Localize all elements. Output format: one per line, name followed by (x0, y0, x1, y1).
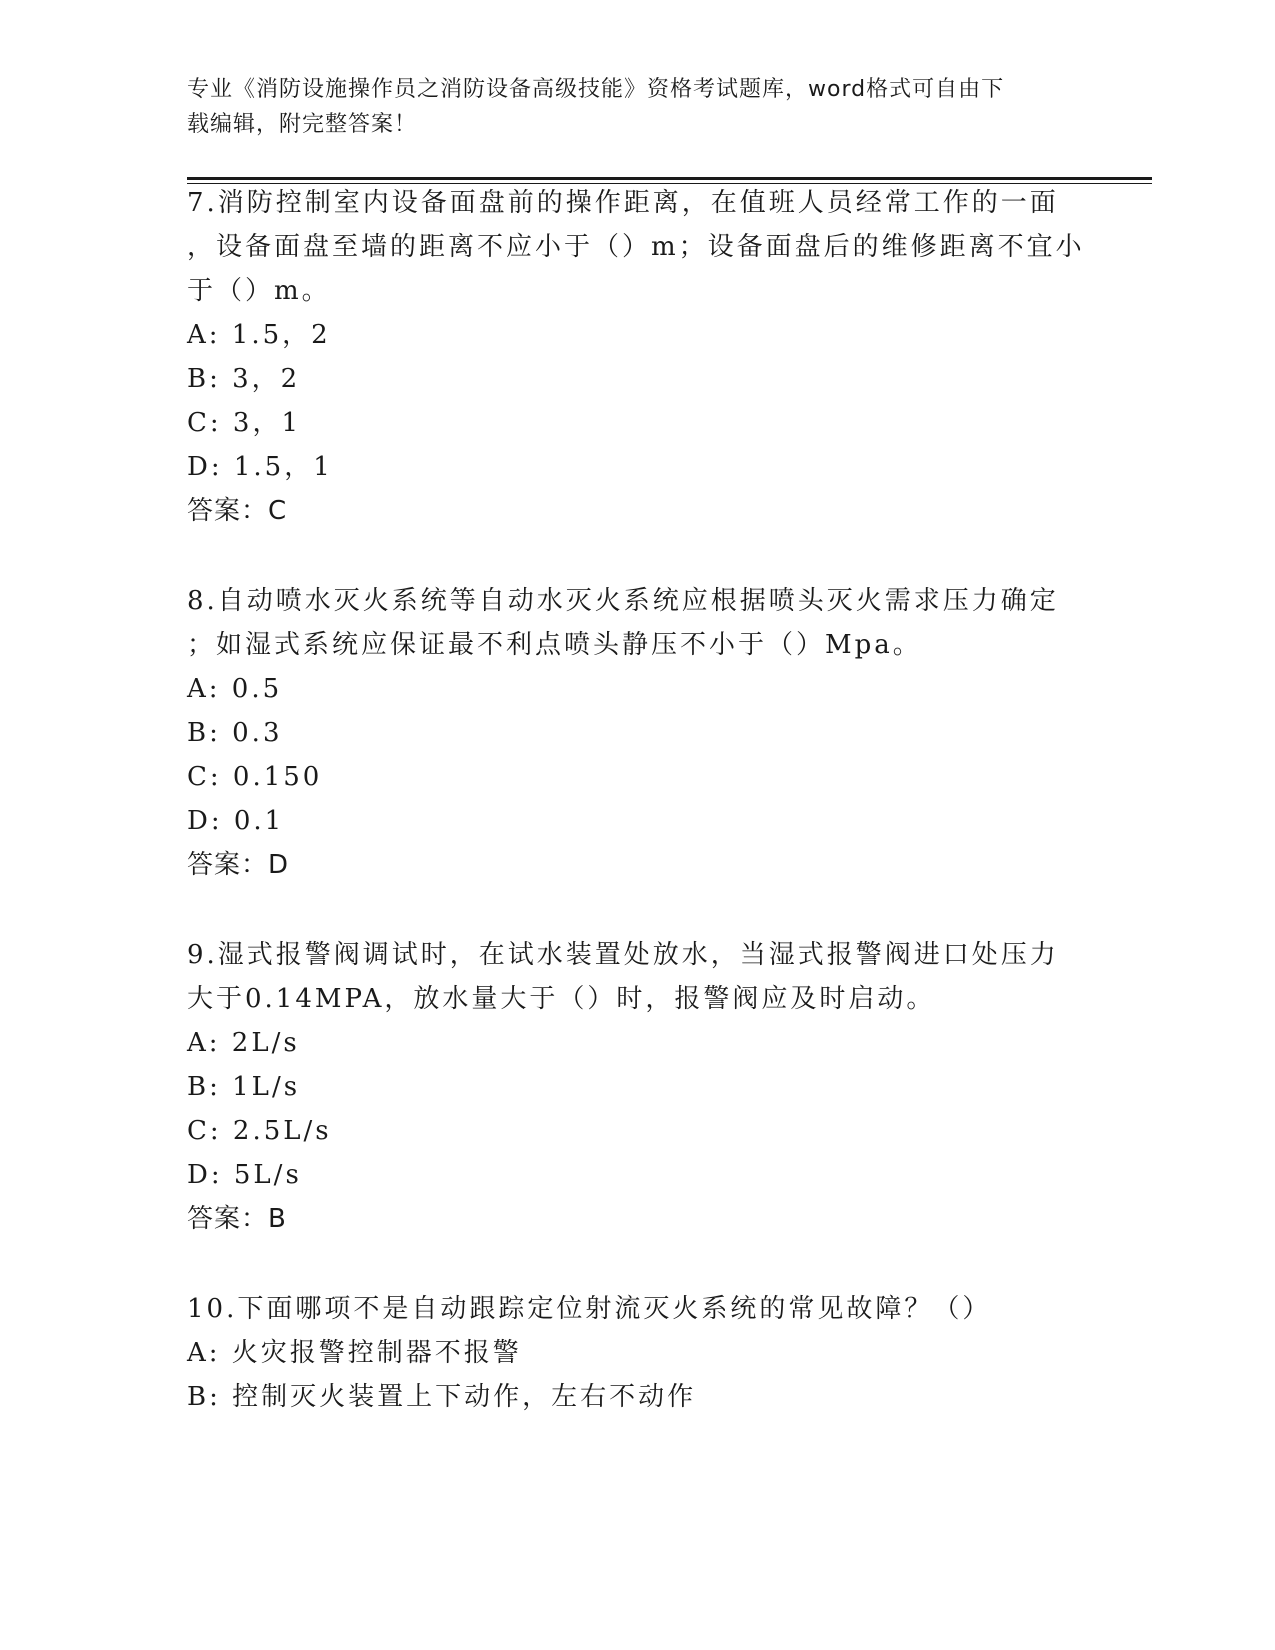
question-8-option-d: D: 0.1 (187, 806, 285, 836)
question-7-answer: 答案：C (187, 496, 288, 526)
question-10-option-a: A: 火灾报警控制器不报警 (187, 1338, 522, 1368)
question-7-option-c: C: 3，1 (187, 408, 302, 438)
question-8-answer: 答案：D (187, 850, 290, 880)
question-9-option-a: A: 2L/s (187, 1028, 300, 1058)
header-divider-thin (187, 183, 1152, 184)
question-8-stem-line-1: 8.自动喷水灭火系统等自动水灭火系统应根据喷头灭火需求压力确定 (187, 586, 1059, 616)
question-7-option-b: B: 3，2 (187, 364, 301, 394)
question-8-option-c: C: 0.150 (187, 762, 323, 792)
question-7-stem-line-3: 于（）m。 (187, 276, 331, 306)
question-10-stem-line-1: 10.下面哪项不是自动跟踪定位射流灭火系统的常见故障？（） (187, 1294, 992, 1324)
question-8-option-a: A: 0.5 (187, 674, 283, 704)
document-header (187, 72, 1087, 142)
question-8-stem-line-2: ；如湿式系统应保证最不利点喷头静压不小于（）Mpa。 (187, 630, 922, 660)
question-7-option-d: D: 1.5，1 (187, 452, 333, 482)
question-8-option-b: B: 0.3 (187, 718, 283, 748)
header-line-2: 载编辑，附完整答案！ (187, 112, 418, 137)
question-9-option-b: B: 1L/s (187, 1072, 301, 1102)
question-9-option-c: C: 2.5L/s (187, 1116, 332, 1146)
header-line-1: 专业《消防设施操作员之消防设备高级技能》资格考试题库，word格式可自由下 (187, 77, 1005, 102)
header-divider-thick (187, 177, 1152, 180)
question-9-stem-line-1: 9.湿式报警阀调试时，在试水装置处放水，当湿式报警阀进口处压力 (187, 940, 1059, 970)
question-9-answer: 答案：B (187, 1204, 287, 1234)
question-9-stem-line-2: 大于0.14MPA，放水量大于（）时，报警阀应及时启动。 (187, 984, 936, 1014)
question-9-option-d: D: 5L/s (187, 1160, 302, 1190)
question-7-stem-line-2: ，设备面盘至墙的距离不应小于（）m；设备面盘后的维修距离不宜小 (187, 232, 1085, 262)
question-7-stem-line-1: 7.消防控制室内设备面盘前的操作距离，在值班人员经常工作的一面 (187, 188, 1059, 218)
question-7-option-a: A: 1.5，2 (187, 320, 331, 350)
question-10-option-b: B: 控制灭火装置上下动作，左右不动作 (187, 1382, 697, 1412)
